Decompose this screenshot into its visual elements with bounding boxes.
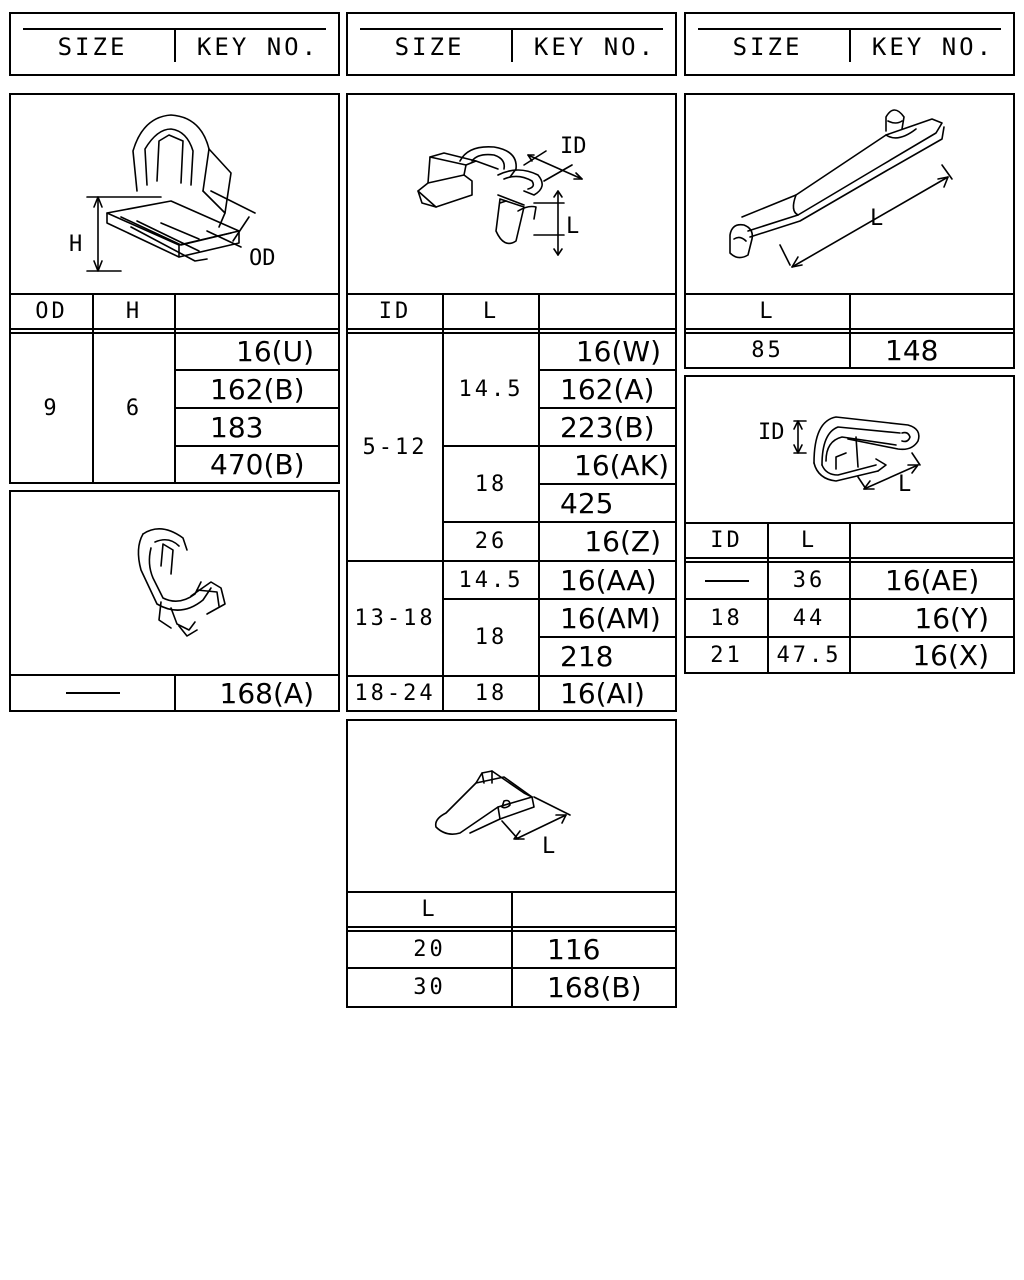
key-number: 16(AI) bbox=[560, 677, 645, 710]
size-header: SIZE bbox=[394, 33, 465, 61]
id-range: 13-18 bbox=[354, 606, 436, 631]
open-clamp-drawing bbox=[11, 492, 338, 672]
key-number: 470(B) bbox=[210, 448, 305, 481]
u-clip-drawing bbox=[686, 377, 1013, 527]
id-label: ID bbox=[560, 134, 587, 159]
id-range: 5-12 bbox=[362, 434, 428, 460]
od-value: 9 bbox=[43, 395, 60, 421]
bent-tab-drawing bbox=[348, 721, 675, 891]
l-value: 18 bbox=[474, 681, 508, 706]
key-number: 16(AM) bbox=[560, 601, 661, 635]
not-applicable-dash bbox=[66, 692, 120, 694]
id-label: ID bbox=[758, 420, 785, 445]
key-number: 162(B) bbox=[210, 372, 305, 406]
l-value: 26 bbox=[474, 529, 508, 554]
strap-drawing bbox=[686, 95, 1013, 295]
key-number: 162(A) bbox=[560, 372, 655, 406]
l-label: L bbox=[898, 472, 912, 497]
od-label: OD bbox=[249, 246, 276, 271]
panel-u-clip bbox=[684, 375, 1015, 674]
l-column-header: L bbox=[759, 299, 776, 324]
key-number: 16(AK) bbox=[574, 448, 669, 482]
key-number: 16(X) bbox=[912, 638, 989, 672]
l-value: 14.5 bbox=[458, 567, 524, 593]
h-value: 6 bbox=[125, 395, 143, 421]
key-number: 168(B) bbox=[547, 971, 642, 1004]
l-value: 36 bbox=[792, 568, 826, 593]
id-value: 18 bbox=[710, 605, 743, 631]
key-no-header: KEY NO. bbox=[196, 33, 320, 61]
key-no-header: KEY NO. bbox=[533, 33, 657, 61]
id-column-header: ID bbox=[378, 299, 412, 324]
key-number: 116 bbox=[547, 933, 601, 966]
l-value: 47.5 bbox=[776, 642, 842, 668]
key-number: 168(A) bbox=[219, 676, 314, 710]
header-box-1 bbox=[9, 12, 340, 76]
double-clamp-drawing bbox=[348, 95, 675, 295]
l-value: 85 bbox=[751, 338, 784, 363]
l-column-header: L bbox=[800, 528, 818, 553]
key-number: 16(Y) bbox=[914, 601, 989, 635]
size-cell bbox=[11, 676, 174, 710]
panel-double-clamp bbox=[346, 93, 677, 712]
l-label: L bbox=[566, 214, 580, 239]
key-number: 218 bbox=[560, 640, 614, 673]
panel-bent-tab bbox=[346, 719, 677, 1008]
l-value: 30 bbox=[413, 975, 446, 1000]
l-column-header: L bbox=[421, 897, 438, 922]
h-label: H bbox=[69, 232, 83, 257]
key-no-header: KEY NO. bbox=[871, 33, 995, 61]
panel-push-clip bbox=[9, 93, 340, 484]
id-range: 18-24 bbox=[354, 681, 436, 706]
key-number: 16(U) bbox=[236, 335, 314, 368]
key-number: 16(AA) bbox=[560, 563, 657, 597]
header-box-3 bbox=[684, 12, 1015, 76]
l-value: 44 bbox=[792, 605, 826, 631]
l-value: 20 bbox=[413, 937, 446, 962]
key-number: 223(B) bbox=[560, 410, 655, 444]
push-clip-drawing bbox=[11, 95, 338, 295]
key-number: 16(AE) bbox=[885, 564, 980, 597]
l-value: 18 bbox=[474, 471, 508, 497]
id-value: 21 bbox=[710, 642, 743, 668]
l-value: 14.5 bbox=[458, 377, 524, 402]
id-column-header: ID bbox=[710, 528, 743, 553]
key-number: 148 bbox=[885, 334, 939, 367]
size-header: SIZE bbox=[732, 33, 803, 61]
size-header: SIZE bbox=[57, 33, 128, 61]
od-column-header: OD bbox=[35, 299, 68, 324]
panel-strap bbox=[684, 93, 1015, 369]
id-value bbox=[686, 563, 767, 598]
key-number: 16(W) bbox=[575, 335, 661, 368]
header-box-2 bbox=[346, 12, 677, 76]
h-column-header: H bbox=[125, 299, 143, 324]
l-label: L bbox=[870, 206, 884, 231]
not-applicable-dash bbox=[705, 580, 749, 582]
l-value: 18 bbox=[474, 625, 508, 650]
l-label: L bbox=[542, 834, 556, 859]
key-number: 425 bbox=[560, 486, 614, 520]
panel-open-clamp bbox=[9, 490, 340, 712]
key-number: 16(Z) bbox=[584, 525, 661, 558]
l-column-header: L bbox=[482, 299, 500, 324]
key-number: 183 bbox=[210, 410, 264, 444]
